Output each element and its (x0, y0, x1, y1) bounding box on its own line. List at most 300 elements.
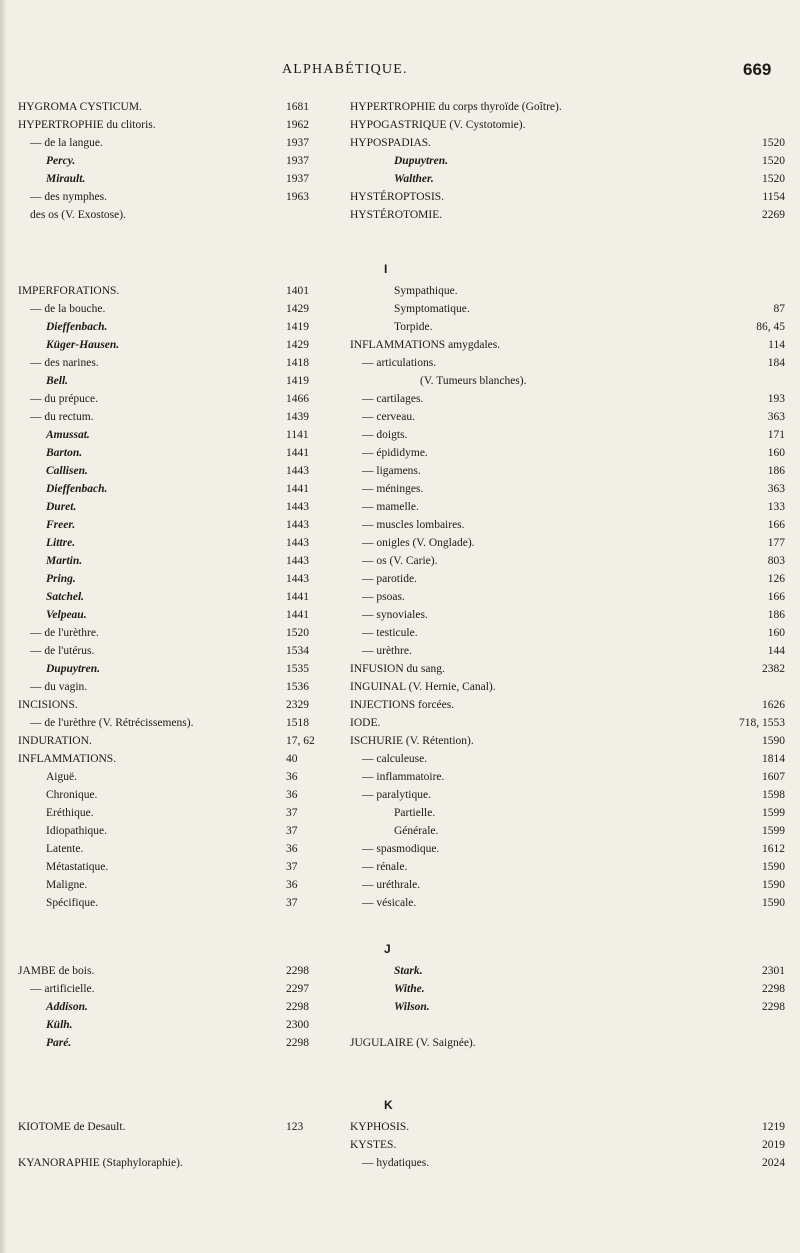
entry-term: Martin. (46, 555, 83, 567)
index-entry (350, 98, 785, 116)
entry-page-number: 1937 (286, 137, 309, 149)
entry-page-number: 1536 (286, 681, 309, 693)
index-entry (18, 354, 309, 372)
entry-term: — paralytique. (362, 789, 431, 801)
index-entry (350, 980, 785, 998)
entry-page-number: 2382 (762, 663, 785, 675)
entry-page-number: 193 (767, 393, 785, 405)
index-entry (350, 498, 785, 516)
entry-term: des os (V. Exostose). (30, 209, 126, 221)
entry-term: Bell. (46, 375, 69, 387)
index-entry (350, 1136, 785, 1154)
right-column (350, 98, 785, 224)
entry-page-number: 1607 (762, 771, 785, 783)
index-entry (350, 804, 785, 822)
entry-page-number: 2024 (762, 1157, 785, 1169)
entry-term: Partielle. (394, 807, 436, 819)
entry-term: — de l'utérus. (30, 645, 95, 657)
entry-page-number: 123 (286, 1121, 304, 1133)
entry-page-number: 1443 (286, 555, 309, 567)
index-entry (18, 876, 298, 894)
entry-page-number: 166 (767, 519, 785, 531)
entry-page-number: 86, 45 (756, 321, 785, 333)
entry-term: — méninges. (362, 483, 424, 495)
entry-term: Külh. (46, 1019, 73, 1031)
entry-page-number: 37 (286, 897, 298, 909)
page-edge (0, 0, 6, 1253)
entry-term: — onigles (V. Onglade). (362, 537, 475, 549)
index-entry (350, 642, 785, 660)
entry-term: — des nymphes. (30, 191, 107, 203)
entry-page-number: 1401 (286, 285, 309, 297)
entry-term: — hydatiques. (362, 1157, 430, 1169)
entry-page-number: 2269 (762, 209, 785, 221)
entry-term: Sympathique. (394, 285, 458, 297)
entry-page-number: 803 (767, 555, 785, 567)
index-entry (350, 696, 785, 714)
entry-page-number: 1141 (286, 429, 309, 441)
entry-term: — doigts. (362, 429, 408, 441)
entry-page-number: 184 (767, 357, 785, 369)
index-entry (18, 1016, 309, 1034)
entry-term: Wilson. (394, 1001, 430, 1013)
entry-page-number: 37 (286, 825, 298, 837)
index-entry (18, 444, 309, 462)
index-entry (350, 1016, 785, 1034)
index-entry (18, 894, 298, 912)
entry-term: Dieffenbach. (46, 321, 108, 333)
entry-term: HYPOGASTRIQUE (V. Cystotomie). (350, 119, 526, 131)
index-entry (350, 962, 785, 980)
entry-term: — articulations. (362, 357, 437, 369)
entry-term: — parotide. (362, 573, 417, 585)
entry-term: INDURATION. (18, 735, 92, 747)
page-number: 669 (743, 60, 772, 79)
section-letter: I (384, 262, 388, 276)
entry-term: Withe. (394, 983, 425, 995)
index-entry (350, 998, 785, 1016)
index-entry (350, 822, 785, 840)
entry-term: INFLAMMATIONS amygdales. (350, 339, 501, 351)
entry-page-number: 40 (286, 753, 298, 765)
index-entry (18, 426, 309, 444)
entry-term: — spasmodique. (362, 843, 440, 855)
entry-term: — du vagin. (30, 681, 88, 693)
entry-term: — os (V. Carie). (362, 555, 438, 567)
index-entry (350, 840, 785, 858)
index-entry (350, 894, 785, 912)
entry-term: — des narines. (30, 357, 99, 369)
entry-page-number: 160 (767, 627, 785, 639)
section-letter: K (384, 1098, 393, 1112)
left-column (18, 962, 309, 1052)
entry-term: — épididyme. (362, 447, 428, 459)
entry-term: Dupuytren. (46, 663, 100, 675)
index-entry (18, 840, 298, 858)
entry-page-number: 2019 (762, 1139, 785, 1151)
entry-page-number: 37 (286, 861, 298, 873)
entry-term: — du prépuce. (30, 393, 99, 405)
entry-term: INFUSION du sang. (350, 663, 445, 675)
index-entry (18, 462, 309, 480)
entry-page-number: 1429 (286, 303, 309, 315)
entry-page-number: 1154 (762, 191, 785, 203)
entry-page-number: 1612 (762, 843, 785, 855)
index-entry (350, 354, 785, 372)
entry-term: ISCHURIE (V. Rétention). (350, 735, 474, 747)
entry-term: Aiguë. (46, 771, 77, 783)
entry-term: JUGULAIRE (V. Saignée). (350, 1037, 476, 1049)
entry-term: Dieffenbach. (46, 483, 108, 495)
entry-page-number: 2298 (286, 1037, 309, 1049)
index-entry (18, 696, 309, 714)
index-entry (18, 318, 309, 336)
entry-term: — psoas. (362, 591, 405, 603)
entry-page-number: 1520 (762, 155, 785, 167)
index-entry (18, 390, 309, 408)
entry-term: Walther. (394, 173, 434, 185)
entry-page-number: 1534 (286, 645, 309, 657)
entry-term: KIOTOME de Desault. (18, 1121, 126, 1133)
entry-page-number: 363 (767, 411, 785, 423)
index-entry (350, 678, 785, 696)
index-entry (18, 660, 309, 678)
index-entry (350, 206, 785, 224)
right-column (350, 962, 785, 1052)
index-entry (18, 152, 309, 170)
index-entry (18, 1154, 283, 1172)
entry-term: — de l'urèthre. (30, 627, 99, 639)
entry-page-number: 1937 (286, 155, 309, 167)
entry-page-number: 1962 (286, 119, 309, 131)
index-entry (350, 300, 785, 318)
entry-term: HYSTÉROTOMIE. (350, 209, 443, 221)
entry-term: Eréthique. (46, 807, 94, 819)
entry-term: Barton. (46, 447, 83, 459)
index-entry (350, 282, 785, 300)
entry-page-number: 363 (767, 483, 785, 495)
entry-page-number: 1441 (286, 483, 309, 495)
index-entry (18, 300, 309, 318)
entry-page-number: 166 (767, 591, 785, 603)
entry-page-number: 2300 (286, 1019, 309, 1031)
entry-term: IODE. (350, 717, 381, 729)
entry-page-number: 1443 (286, 465, 309, 477)
entry-term: — inflammatoire. (362, 771, 445, 783)
index-entry (18, 1118, 304, 1136)
entry-term: — de l'urèthre (V. Rétrécissemens). (30, 717, 194, 729)
entry-term: HYGROMA CYSTICUM. (18, 101, 142, 113)
entry-page-number: 17, 62 (286, 735, 315, 747)
index-entry (350, 372, 785, 390)
entry-page-number: 1443 (286, 537, 309, 549)
index-entry (350, 1118, 785, 1136)
index-entry (350, 134, 785, 152)
entry-page-number: 1963 (286, 191, 309, 203)
entry-term: — ligamens. (362, 465, 421, 477)
entry-term: Latente. (46, 843, 84, 855)
entry-term: — urèthre. (362, 645, 412, 657)
index-entry (350, 876, 785, 894)
entry-term: Freer. (46, 519, 76, 531)
entry-term: KYANORAPHIE (Staphyloraphie). (18, 1157, 183, 1169)
entry-page-number: 1443 (286, 501, 309, 513)
entry-page-number: 1937 (286, 173, 309, 185)
entry-page-number: 1814 (762, 753, 785, 765)
entry-term: Torpide. (394, 321, 433, 333)
index-entry (18, 1136, 283, 1154)
entry-page-number: 1681 (286, 101, 309, 113)
entry-page-number: 36 (286, 771, 298, 783)
entry-term: Percy. (46, 155, 76, 167)
index-entry (18, 498, 309, 516)
entry-page-number: 1443 (286, 519, 309, 531)
index-entry (18, 822, 298, 840)
index-entry (350, 170, 785, 188)
entry-term: INJECTIONS forcées. (350, 699, 455, 711)
entry-page-number: 144 (767, 645, 785, 657)
entry-page-number: 36 (286, 843, 298, 855)
entry-term: (V. Tumeurs blanches). (420, 375, 527, 387)
entry-page-number: 133 (767, 501, 785, 513)
entry-page-number: 186 (767, 609, 785, 621)
entry-term: — cerveau. (362, 411, 415, 423)
index-entry (18, 534, 309, 552)
index-entry (350, 534, 785, 552)
index-entry (18, 588, 309, 606)
entry-term: Chronique. (46, 789, 98, 801)
index-entry (350, 152, 785, 170)
entry-page-number: 1599 (762, 825, 785, 837)
entry-term: — mamelle. (362, 501, 419, 513)
entry-page-number: 36 (286, 789, 298, 801)
entry-page-number: 1419 (286, 321, 309, 333)
entry-page-number: 171 (767, 429, 785, 441)
index-entry (18, 1034, 309, 1052)
entry-term: KYPHOSIS. (350, 1121, 410, 1133)
index-entry (18, 188, 309, 206)
entry-term: Symptomatique. (394, 303, 470, 315)
index-entry (18, 282, 309, 300)
index-entry (350, 516, 785, 534)
index-entry (350, 390, 785, 408)
entry-term: INGUINAL (V. Hernie, Canal). (350, 681, 496, 693)
left-column (18, 98, 309, 224)
entry-term: Maligne. (46, 879, 88, 891)
entry-page-number: 186 (767, 465, 785, 477)
index-entry (18, 98, 309, 116)
index-entry (18, 980, 309, 998)
entry-term: — de la bouche. (30, 303, 106, 315)
index-entry (350, 426, 785, 444)
entry-term: JAMBE de bois. (18, 965, 95, 977)
entry-page-number: 2298 (762, 1001, 785, 1013)
entry-term: IMPERFORATIONS. (18, 285, 120, 297)
entry-page-number: 1535 (286, 663, 309, 675)
entry-page-number: 1518 (286, 717, 309, 729)
entry-page-number: 126 (767, 573, 785, 585)
page-header (0, 62, 800, 86)
index-entry (350, 1154, 785, 1172)
index-entry (350, 336, 785, 354)
section-letter: J (384, 942, 391, 956)
entry-page-number: 1590 (762, 861, 785, 873)
index-entry (18, 206, 283, 224)
index-entry (350, 858, 785, 876)
index-entry (350, 786, 785, 804)
entry-page-number: 1466 (286, 393, 309, 405)
entry-page-number: 177 (767, 537, 785, 549)
entry-page-number: 1626 (762, 699, 785, 711)
index-entry (18, 480, 309, 498)
entry-page-number: 1590 (762, 897, 785, 909)
entry-term: HYSTÉROPTOSIS. (350, 191, 445, 203)
entry-term: — calculeuse. (362, 753, 428, 765)
index-entry (350, 116, 785, 134)
index-entry (350, 660, 785, 678)
entry-term: — du rectum. (30, 411, 94, 423)
entry-page-number: 1590 (762, 735, 785, 747)
entry-term: Satchel. (46, 591, 85, 603)
entry-page-number: 1419 (286, 375, 309, 387)
entry-term: — cartilages. (362, 393, 424, 405)
index-entry (18, 116, 309, 134)
index-entry (18, 750, 298, 768)
right-column (350, 282, 785, 912)
entry-page-number: 1443 (286, 573, 309, 585)
page-title: ALPHABÉTIQUE. (282, 62, 408, 77)
entry-term: Addison. (46, 1001, 88, 1013)
index-entry (350, 408, 785, 426)
index-entry (350, 188, 785, 206)
entry-term: — vésicale. (362, 897, 417, 909)
index-entry (350, 318, 785, 336)
entry-term: Küger-Hausen. (46, 339, 120, 351)
entry-term: Stark. (394, 965, 423, 977)
index-entry (350, 588, 785, 606)
entry-term: Paré. (46, 1037, 72, 1049)
index-entry (18, 336, 309, 354)
entry-page-number: 160 (767, 447, 785, 459)
index-entry (18, 570, 309, 588)
index-entry (350, 462, 785, 480)
index-entry (350, 714, 785, 732)
entry-page-number: 2298 (762, 983, 785, 995)
entry-page-number: 2297 (286, 983, 309, 995)
entry-page-number: 2298 (286, 965, 309, 977)
index-entry (350, 732, 785, 750)
index-entry (18, 858, 298, 876)
entry-page-number: 1441 (286, 447, 309, 459)
index-entry (18, 516, 309, 534)
left-column (18, 282, 315, 912)
entry-term: — testicule. (362, 627, 418, 639)
index-entry (18, 170, 309, 188)
entry-page-number: 114 (768, 339, 785, 351)
entry-term: Pring. (46, 573, 76, 585)
index-entry (18, 642, 309, 660)
entry-page-number: 1520 (762, 137, 785, 149)
entry-term: INCISIONS. (18, 699, 78, 711)
entry-term: Dupuytren. (394, 155, 448, 167)
entry-page-number: 1441 (286, 591, 309, 603)
entry-page-number: 1219 (762, 1121, 785, 1133)
entry-page-number: 718, 1553 (739, 717, 785, 729)
entry-term: HYPERTROPHIE du clitoris. (18, 119, 156, 131)
entry-page-number: 1599 (762, 807, 785, 819)
index-entry (18, 786, 298, 804)
index-entry (18, 732, 315, 750)
entry-page-number: 36 (286, 879, 298, 891)
entry-page-number: 2298 (286, 1001, 309, 1013)
index-entry (18, 408, 309, 426)
index-entry (350, 606, 785, 624)
entry-page-number: 2301 (762, 965, 785, 977)
entry-term: Littre. (46, 537, 76, 549)
entry-term: — de la langue. (30, 137, 103, 149)
index-entry (18, 552, 309, 570)
entry-page-number: 1439 (286, 411, 309, 423)
index-entry (350, 750, 785, 768)
entry-page-number: 37 (286, 807, 298, 819)
entry-page-number: 1590 (762, 879, 785, 891)
entry-term: Velpeau. (46, 609, 87, 621)
index-entry (350, 480, 785, 498)
index-entry (350, 1034, 785, 1052)
index-entry (350, 624, 785, 642)
entry-page-number: 1418 (286, 357, 309, 369)
entry-page-number: 1598 (762, 789, 785, 801)
index-entry (18, 804, 298, 822)
index-entry (18, 134, 309, 152)
entry-term: — uréthrale. (362, 879, 421, 891)
index-entry (18, 714, 309, 732)
entry-term: Callisen. (46, 465, 88, 477)
entry-term: — muscles lombaires. (362, 519, 465, 531)
right-column (350, 1118, 785, 1172)
index-entry (18, 606, 309, 624)
entry-page-number: 1520 (286, 627, 309, 639)
index-entry (18, 998, 309, 1016)
entry-term: Générale. (394, 825, 439, 837)
entry-term: KYSTES. (350, 1139, 397, 1151)
entry-term: Spécifique. (46, 897, 99, 909)
entry-page-number: 1441 (286, 609, 309, 621)
index-entry (18, 624, 309, 642)
entry-term: — artificielle. (30, 983, 95, 995)
entry-term: HYPERTROPHIE du corps thyroïde (Goître). (350, 101, 562, 113)
entry-term: Idiopathique. (46, 825, 107, 837)
index-entry (350, 570, 785, 588)
entry-term: Duret. (46, 501, 77, 513)
entry-term: Amussat. (46, 429, 90, 441)
entry-page-number: 1520 (762, 173, 785, 185)
entry-page-number: 2329 (286, 699, 309, 711)
entry-term: INFLAMMATIONS. (18, 753, 117, 765)
left-column (18, 1118, 304, 1172)
index-entry (350, 768, 785, 786)
index-entry (18, 962, 309, 980)
index-entry (18, 372, 309, 390)
entry-term: HYPOSPADIAS. (350, 137, 432, 149)
index-entry (350, 552, 785, 570)
entry-term: Métastatique. (46, 861, 109, 873)
index-entry (18, 678, 309, 696)
entry-term: — rénale. (362, 861, 408, 873)
entry-page-number: 1429 (286, 339, 309, 351)
entry-term: — synoviales. (362, 609, 428, 621)
index-entry (350, 444, 785, 462)
